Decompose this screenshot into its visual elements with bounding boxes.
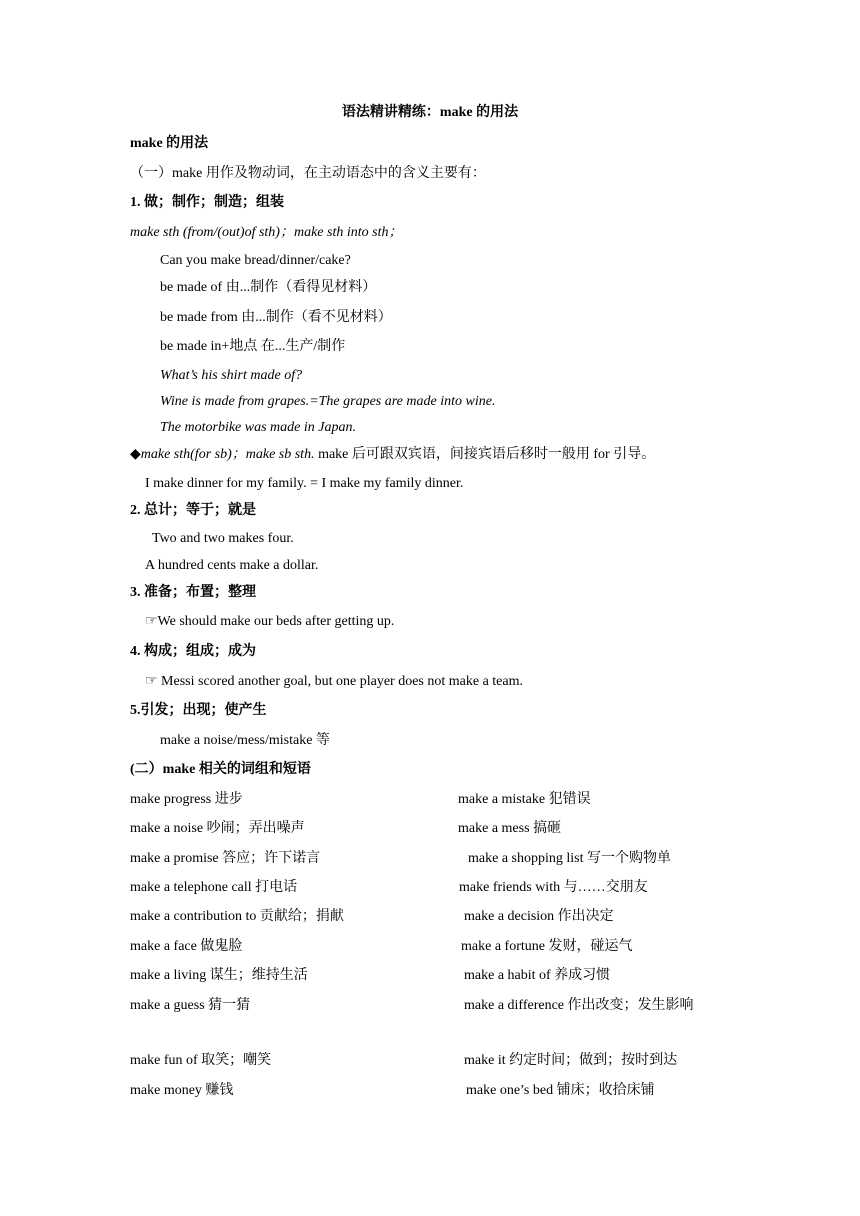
s5-title: 5.引发；出现；使产生 <box>130 703 267 718</box>
s1-example: be made from 由...制作（看不见材料） <box>160 310 392 325</box>
s5-example: make a noise/mess/mistake 等 <box>160 733 330 748</box>
phrase-right: make a mistake 犯错误 <box>458 792 591 807</box>
s1-example: be made of 由...制作（看得见材料） <box>160 280 377 295</box>
s1-double-object-example: I make dinner for my family. = I make my family dinner. <box>145 476 464 491</box>
double-object-explanation: make 后可跟双宾语，间接宾语后移时一般用 for 引导。 <box>314 447 656 462</box>
s4-example: ☞ Messi scored another goal, but one player does not make a team. <box>145 674 523 689</box>
phrase-right: make a decision 作出决定 <box>464 909 614 924</box>
s3-title: 3. 准备；布置；整理 <box>130 585 256 600</box>
s2-example: Two and two makes four. <box>152 531 294 546</box>
s1-italic-example: Wine is made from grapes.=The grapes are made into wine. <box>160 394 496 409</box>
phrase-left: make a noise 吵闹；弄出噪声 <box>130 821 305 836</box>
double-object-pattern: ◆make sth(for sb)；make sb sth. <box>130 447 315 462</box>
phrase-right: make it 约定时间；做到；按时到达 <box>464 1053 678 1068</box>
phrase-left: make a guess 猜一猜 <box>130 998 251 1013</box>
s2-title: 2. 总计；等于；就是 <box>130 503 256 518</box>
phrase-right: make friends with 与……交朋友 <box>459 880 648 895</box>
s1-italic-example: The motorbike was made in Japan. <box>160 420 356 435</box>
phrase-left: make a promise 答应；许下诺言 <box>130 851 321 866</box>
s2-example: A hundred cents make a dollar. <box>145 558 319 573</box>
s4-title: 4. 构成；组成；成为 <box>130 644 256 659</box>
phrase-left: make progress 进步 <box>130 792 243 807</box>
s1-italic-example: What’s his shirt made of? <box>160 368 303 383</box>
phrase-left: make a living 谋生；维持生活 <box>130 968 308 983</box>
s1-double-object-note <box>130 446 655 464</box>
part1-intro: （一）make 用作及物动词，在主动语态中的含义主要有： <box>130 166 486 181</box>
phrase-right: make a habit of 养成习惯 <box>464 968 611 983</box>
phrase-right: make a fortune 发财，碰运气 <box>461 939 633 954</box>
phrase-right: make a difference 作出改变；发生影响 <box>464 998 694 1013</box>
s3-example: ☞We should make our beds after getting up. <box>145 614 395 629</box>
phrase-right: make a shopping list 写一个购物单 <box>468 851 671 866</box>
document-title: 语法精讲精练：make 的用法 <box>341 105 519 120</box>
phrase-left: make money 赚钱 <box>130 1083 234 1098</box>
s1-example: Can you make bread/dinner/cake? <box>160 253 351 268</box>
phrase-left: make a contribution to 贡献给；捐献 <box>130 909 344 924</box>
part2-title: (二）make 相关的词组和短语 <box>130 762 311 777</box>
s1-example: be made in+地点 在...生产/制作 <box>160 339 346 354</box>
s1-title: 1. 做；制作；制造；组装 <box>130 195 284 210</box>
phrase-left: make fun of 取笑；嘲笑 <box>130 1053 272 1068</box>
phrase-right: make a mess 搞砸 <box>458 821 562 836</box>
phrase-left: make a telephone call 打电话 <box>130 880 298 895</box>
phrase-right: make one’s bed 铺床；收拾床铺 <box>466 1083 655 1098</box>
phrase-left: make a face 做鬼脸 <box>130 939 243 954</box>
section-heading: make 的用法 <box>130 136 209 151</box>
s1-pattern: make sth (from/(out)of sth)；make sth into sth； <box>130 225 403 240</box>
